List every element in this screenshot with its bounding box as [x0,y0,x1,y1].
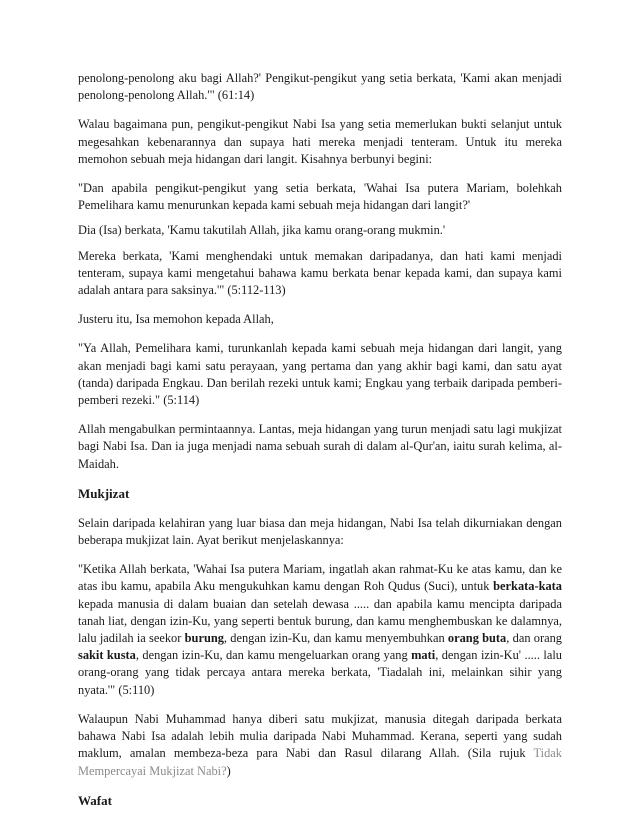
bold-run: sakit kusta [78,648,136,663]
bold-run: mati [411,648,436,663]
bold-run: burung [184,631,224,646]
paragraph-6: Justeru itu, Isa memohon kepada Allah, [78,312,274,327]
text-run: , dan orang [506,631,562,646]
paragraph-10: Selain daripada kelahiran yang luar biasa dan meja hidangan, Nabi Isa telah dikurniakan dengan beberapa mukjizat lain. Ayat berikut menjelaskannya: [78,515,562,548]
paragraph-7: "Ya Allah, Pemelihara kami, turunkanlah kepada kami sebuah meja hidangan dari langit, yang akan menjadi bagi kami satu perayaan, yang pertama dan yang akhir bagi kami, dan satu ayat (tanda) daripada Engkau. Dan berilah rezeki untuk kami; Engkau yang terbaik daripada pemberi-pemberi rezeki." (5:114) [78,341,562,408]
paragraph-5: Mereka berkata, 'Kami menghendaki untuk memakan daripadanya, dan hati kami menjadi tenteram, supaya kami mengetahui bahawa kamu berkata benar kepada kami, dan supaya kami adalah antara para saksinya.'" (5:112-113) [78,248,562,298]
text-run: , dengan izin-Ku, dan kamu menyembuhkan [223,631,448,646]
document-page [78,70,562,822]
text-run: , dengan izin-Ku' ..... lalu orang-orang yang tidak percaya antara mereka berkata, 'Tiadalah ini, melainkan sihir yang nyata.'" (5:110) [78,648,562,697]
reference-link[interactable]: Tidak Mempercayai Mukjizat Nabi? [78,746,562,778]
paragraph-4: Dia (Isa) berkata, 'Kamu takutilah Allah, jika kamu orang-orang mukmin.' [78,223,446,238]
text-run: ) [226,763,231,778]
bold-run: berkata-kata [493,579,562,594]
paragraph-1: penolong-penolong aku bagi Allah?' Pengikut-pengikut yang setia berkata, 'Kami akan menjadi penolong-penolong Allah.'" (61:14) [78,71,562,103]
paragraph-2: Walau bagaimana pun, pengikut-pengikut Nabi Isa yang setia memerlukan bukti selanjut untuk megesahkan kebenarannya dan supaya hati mereka menjadi tenteram. Untuk itu mereka memohon sebuah meja hidangan dari langit. Kisahnya berbunyi begini: [78,117,562,166]
paragraph-3: "Dan apabila pengikut-pengikut yang setia berkata, 'Wahai Isa putera Mariam, bolehkah Pemelihara kamu menurunkan kepada kami sebuah meja hidangan dari langit?' [78,181,562,213]
text-run: Walaupun Nabi Muhammad hanya diberi satu mukjizat, manusia ditegah daripada berkata bahawa Nabi Isa adalah lebih mulia daripada Nabi Muhammad. Kerana, seperti yang sudah maklum, amalan membeza-beza para Nabi dan Rasul dilarang Allah. (Sila rujuk [78,711,562,761]
text-run: "Ketika Allah berkata, 'Wahai Isa putera Mariam, ingatlah akan rahmat-Ku ke atas kamu, dan ke atas ibu kamu, apabila Aku mengukuhkan kamu dengan Roh Qudus (Suci), untuk [78,562,562,594]
bold-run: orang buta [447,631,507,646]
paragraph-8: Allah mengabulkan permintaannya. Lantas, meja hidangan yang turun menjadi satu lagi mukjizat bagi Nabi Isa. Dan ia juga menjadi nama sebuah surah di dalam al-Qur'an, iaitu surah kelima, al-Maidah. [78,422,562,471]
text-run: kepada manusia di dalam buaian dan setelah dewasa ..... dan apabila kamu mencipta daripada tanah liat, dengan izin-Ku, yang seperti bentuk burung, dan kamu menghembuskan ke dalamnya, lalu jadilah ia seekor [78,596,562,646]
paragraph-11 [78,561,562,699]
heading-mukjizat: Mukjizat [78,485,130,501]
heading-wafat: Wafat [78,792,112,808]
paragraph-12 [78,711,562,780]
text-run: , dengan izin-Ku, dan kamu mengeluarkan orang yang [135,648,412,663]
